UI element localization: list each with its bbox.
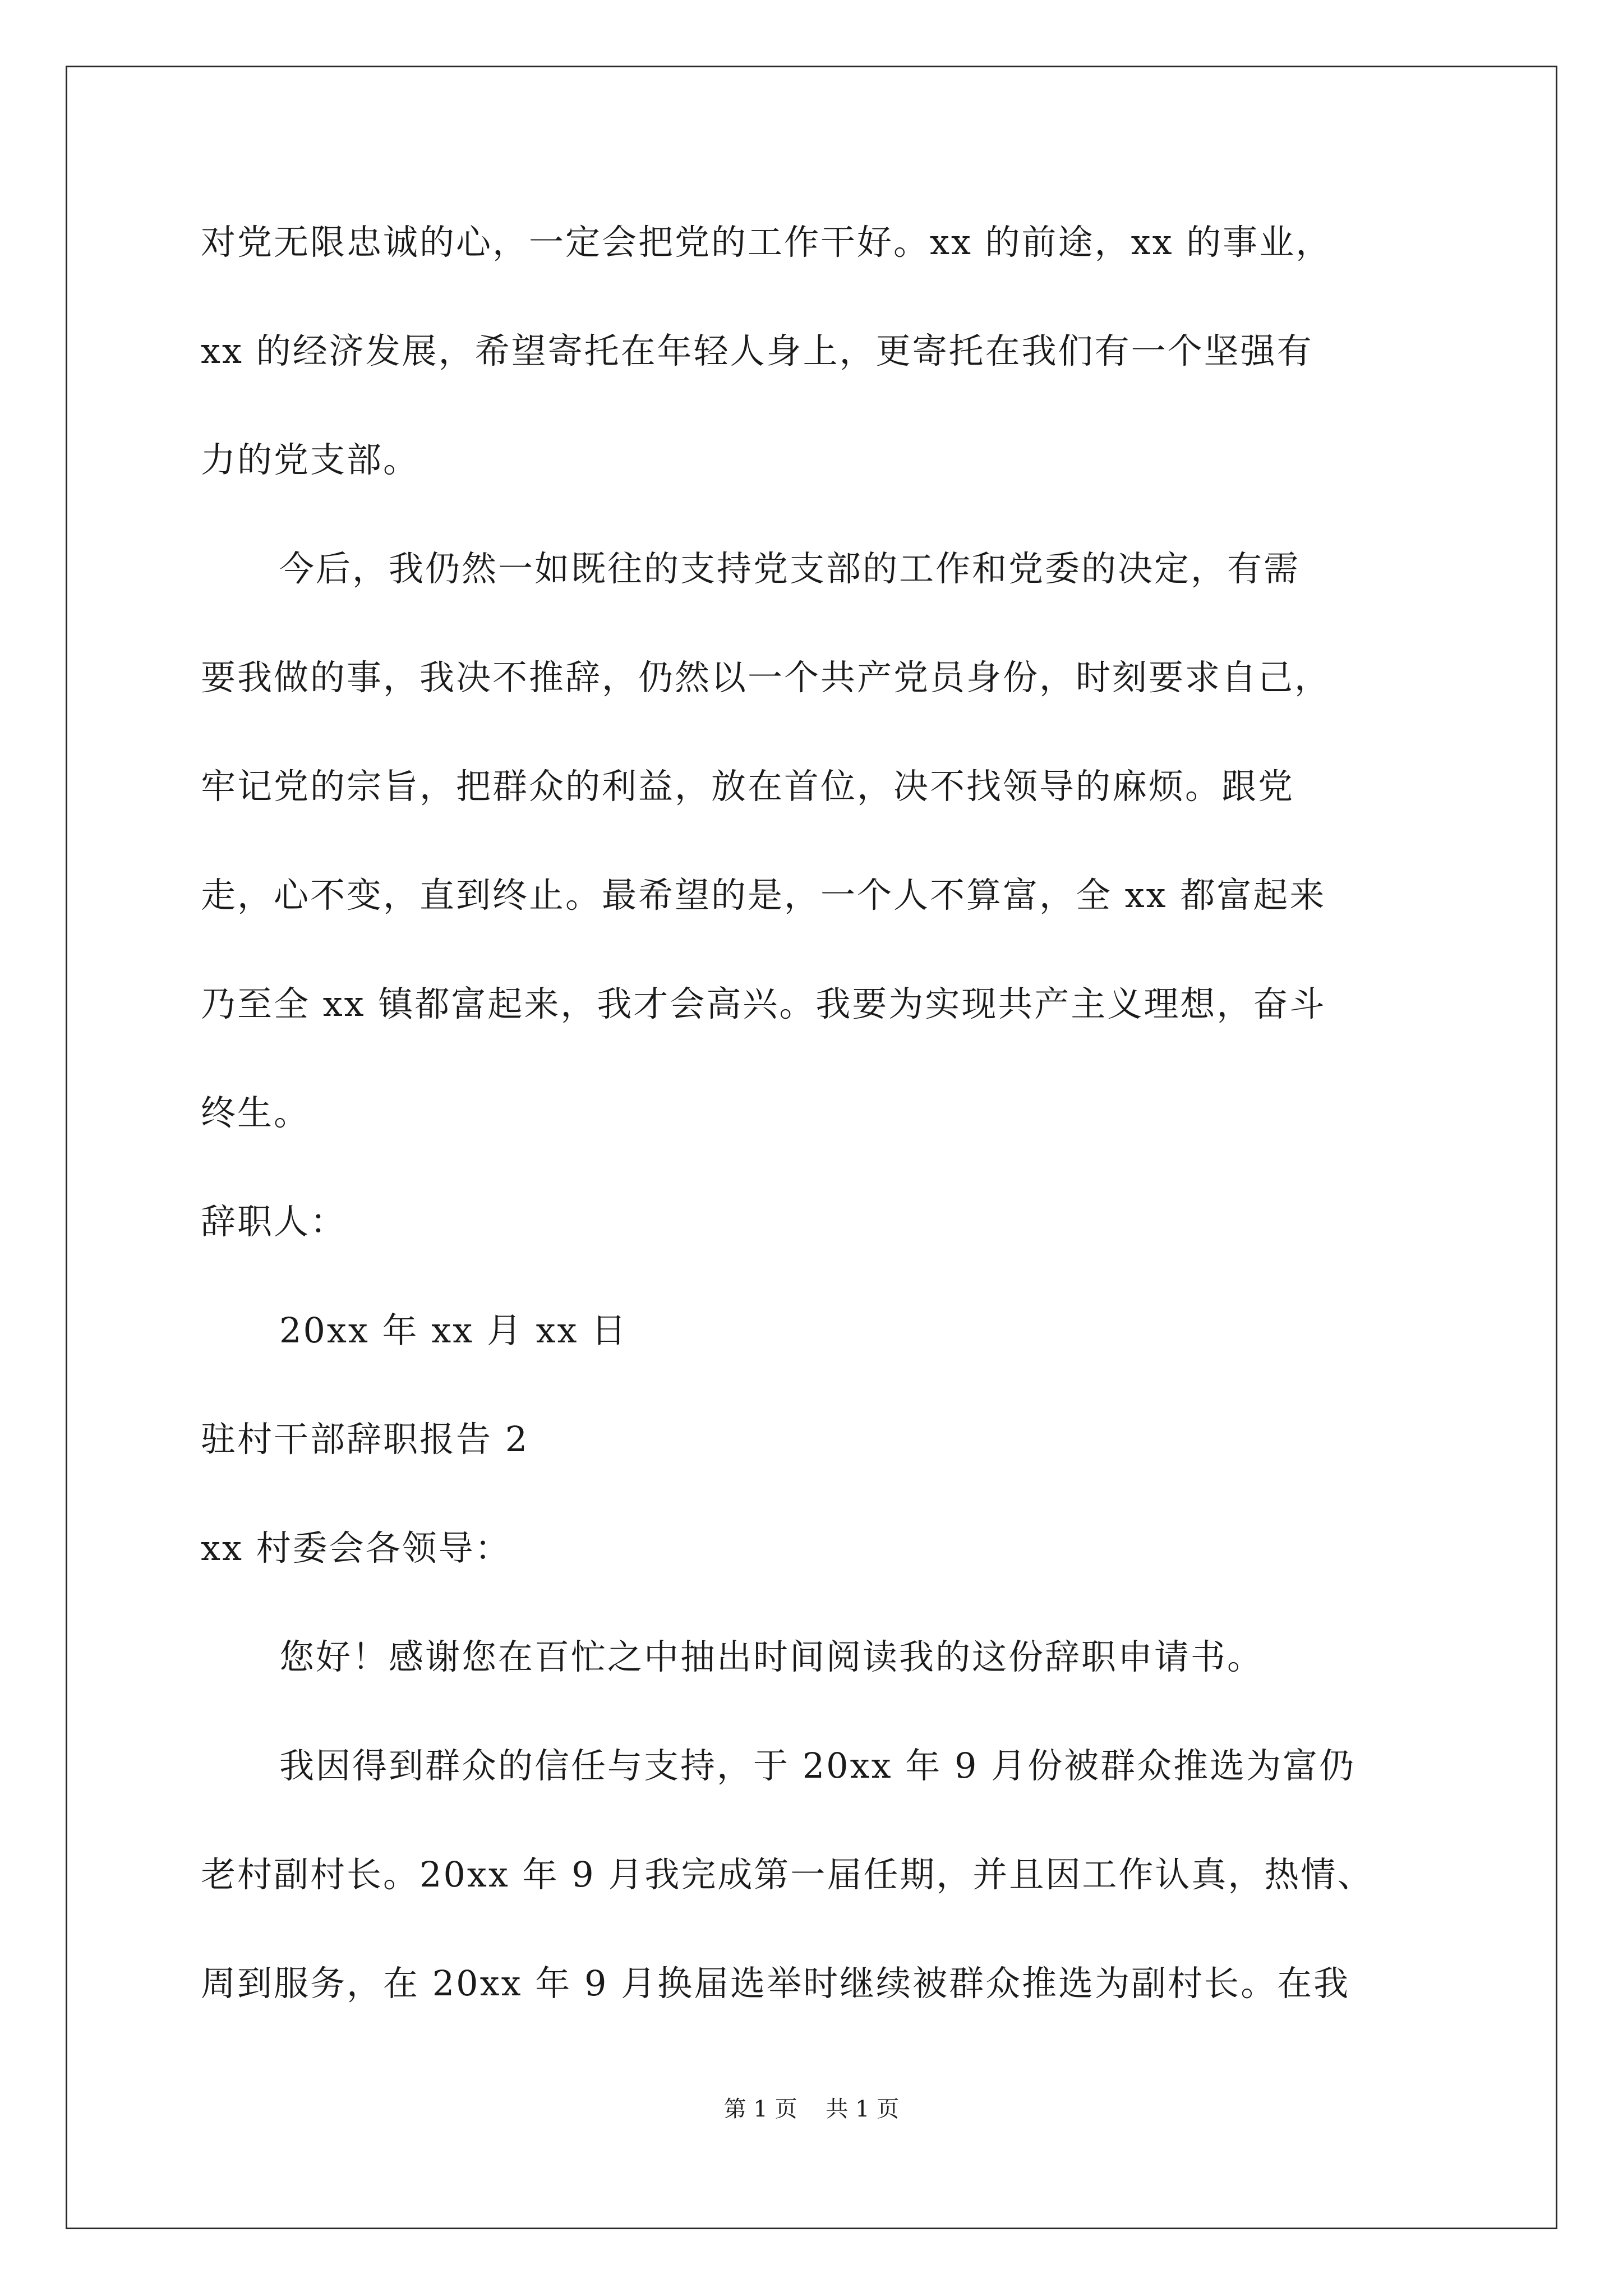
body-line: 对党无限忠诚的心，一定会把党的工作干好。xx 的前途，xx 的事业， <box>201 222 1332 263</box>
page-border <box>66 66 1557 2229</box>
page-number-footer: 第 1 页 共 1 页 <box>723 2096 900 2122</box>
greeting-line: 您好！感谢您在百忙之中抽出时间阅读我的这份辞职申请书。 <box>279 1636 1264 1677</box>
body-line: 乃至全 xx 镇都富起来，我才会高兴。我要为实现共产主义理想，奋斗 <box>201 983 1326 1024</box>
salutation: xx 村委会各领导： <box>201 1527 511 1568</box>
signature-label: 辞职人： <box>201 1201 347 1242</box>
body-line: 牢记党的宗旨，把群众的利益，放在首位，决不找领导的麻烦。跟党 <box>201 766 1295 807</box>
section-title: 驻村干部辞职报告 2 <box>201 1419 529 1460</box>
paragraph-start-line: 我因得到群众的信任与支持，于 20xx 年 9 月份被群众推选为富仍 <box>279 1745 1356 1786</box>
body-line: 走，心不变，直到终止。最希望的是，一个人不算富，全 xx 都富起来 <box>201 875 1326 915</box>
body-line: 力的党支部。 <box>201 439 420 480</box>
body-line: 周到服务，在 20xx 年 9 月换届选举时继续被群众推选为副村长。在我 <box>201 1963 1350 2004</box>
date-line: 20xx 年 xx 月 xx 日 <box>279 1310 628 1351</box>
body-line: 老村副村长。20xx 年 9 月我完成第一届任期，并且因工作认真，热情、 <box>201 1854 1374 1895</box>
body-line: 终生。 <box>201 1092 311 1133</box>
body-line: 要我做的事，我决不推辞，仍然以一个共产党员身份，时刻要求自己， <box>201 657 1331 698</box>
paragraph-start-line: 今后，我仍然一如既往的支持党支部的工作和党委的决定，有需 <box>279 548 1301 589</box>
body-line: xx 的经济发展，希望寄托在年轻人身上，更寄托在我们有一个坚强有 <box>201 330 1313 371</box>
